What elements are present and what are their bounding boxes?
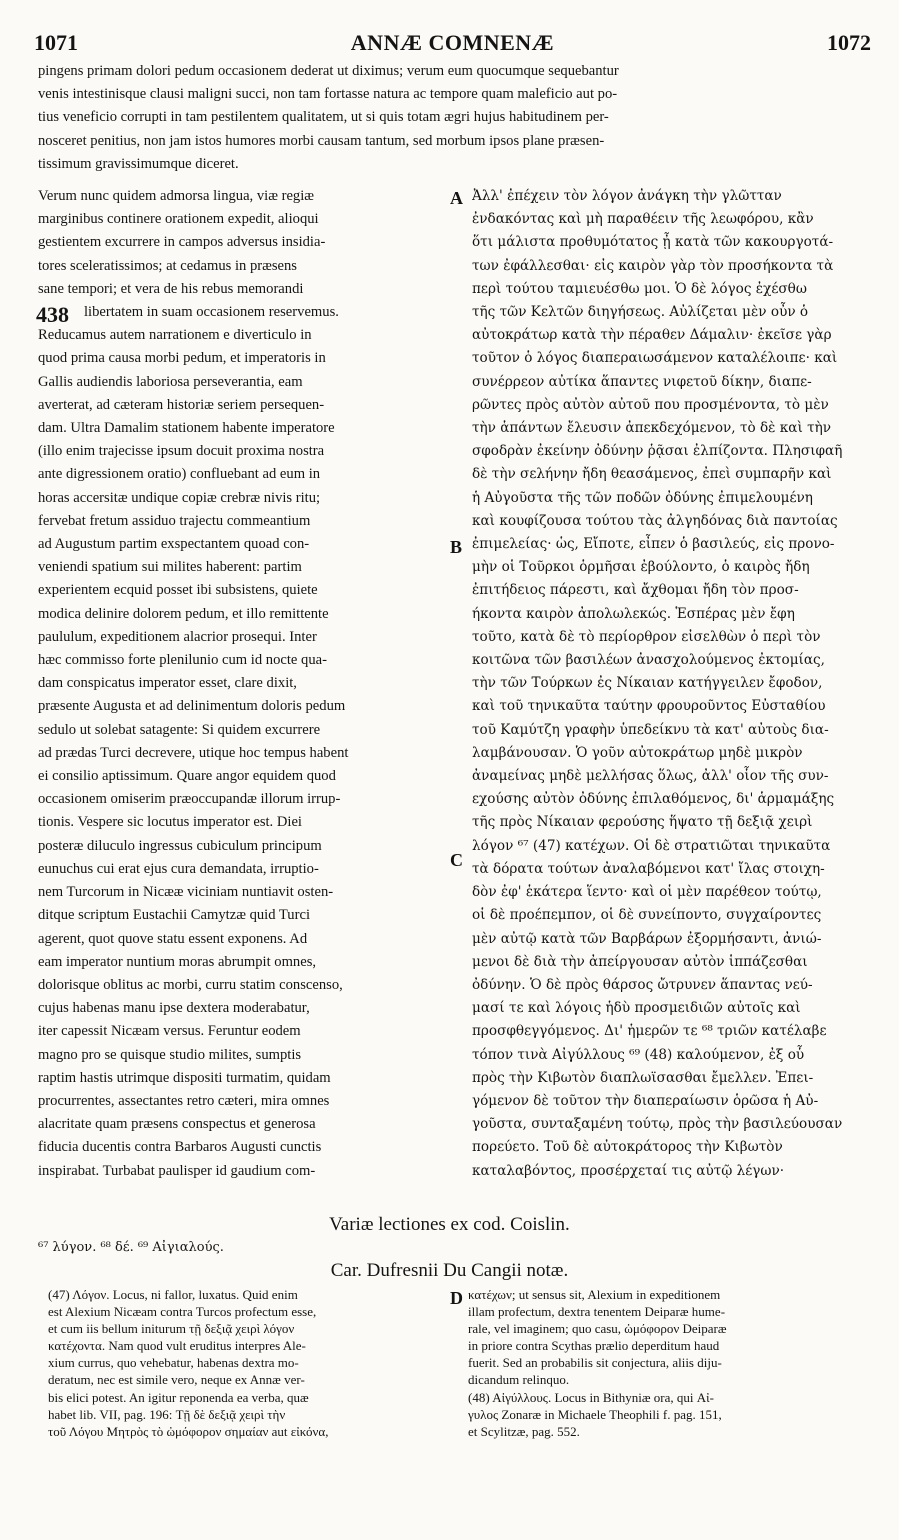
- text-line: πορεύετο. Τοῦ δὲ αὐτοκράτορος τὴν Κιβωτὸν: [472, 1139, 783, 1156]
- text-line: sane tempori; et vera de his rebus memorandi: [38, 280, 304, 297]
- text-line: dam conspicatus imperator esset, clare dixit,: [38, 675, 297, 692]
- text-line: καταλαβόντος, προσέρχεταί τις αὐτῷ λέγων·: [472, 1162, 785, 1179]
- margin-letter-b: B: [450, 537, 463, 557]
- text-line: ἡ Αὐγοῦστα τῆς τῶν ποδῶν ὀδύνης ἐπιμελουμένη: [472, 489, 813, 506]
- text-line: λόγον ⁶⁷ (47) κατέχων. Οἱ δὲ στρατιῶται τηνικαῦτα: [472, 837, 831, 854]
- text-line: fuerit. Sed an probabilis sit conjectura, aliis diju-: [468, 1355, 722, 1371]
- text-line: sedulo ut solebat satagente: Si quidem excurrere: [38, 721, 321, 738]
- text-line: nem Turcorum in Nicææ viciniam nuntiavit osten-: [38, 884, 334, 901]
- text-line: σφοδρὰν ἐκείνην ὀδύνην ῥᾷσαι ἐλπίζοντα. Πλησιφαῆ: [472, 443, 843, 460]
- text-line: τοῦ Λόγου Μητρὸς τὸ ὠμόφορον σημαίαν aut εἰκόνα,: [48, 1423, 329, 1439]
- text-line: συνέρρεον αὐτίκα ἅπαντες νιφετοῦ δίκην, διαπε-: [472, 373, 812, 390]
- intro-paragraph: [38, 60, 874, 178]
- text-line: fiducia ducentis contra Barbaros Augusti cunctis: [38, 1139, 322, 1156]
- text-line: venis intestinisque clausi maligni succi, non tam fortasse natura ac tempore quam maleficio aut po-: [38, 86, 618, 103]
- text-line: οἱ δὲ προέπεμπον, οἱ δὲ συνείποντο, συγχαίροντες: [472, 907, 822, 924]
- text-line: κοιτῶνα τῶν βασιλέων ἀνασχολούμενος ἐκτομίας,: [472, 652, 825, 669]
- greek-column: [472, 185, 876, 1210]
- page-number-left: 1071: [34, 30, 78, 55]
- text-line: tius veneficio corrupti in tam pestilentem qualitatem, ut si quis totam ægri hujus habitudinem per-: [38, 109, 609, 126]
- text-line: raptim hastis utrimque dispositi turmatim, quidam: [38, 1069, 331, 1086]
- text-line: ἀναμείνας μηδὲ μελλήσας ὅλως, ἀλλ' οἷον τῆς συν-: [472, 768, 829, 785]
- text-line: tissimum gravissimumque diceret.: [38, 155, 239, 172]
- text-line: (47) Λόγον. Locus, ni fallor, luxatus. Quid enim: [48, 1287, 298, 1302]
- notes-left-column: [48, 1286, 440, 1496]
- text-line: in priore contra Scythas prælio deperditum haud: [468, 1338, 720, 1354]
- text-line: bis elici potest. An igitur reponenda ea verba, quæ: [48, 1389, 309, 1405]
- text-line: μὴν οἱ Τοῦρκοι ὁρμῆσαι ἐβούλοντο, ὁ καιρὸς ἤδη: [472, 559, 810, 576]
- text-line: fervebat fretum assiduo trajectu commeantium: [38, 512, 311, 529]
- text-line: καὶ τοῦ τηνικαῦτα ταύτην φρουροῦντος Εὐσταθίου: [472, 698, 826, 715]
- margin-letter-d: D: [450, 1288, 463, 1308]
- text-line: occasionem omiserim præoccupandæ illorum irrup-: [38, 791, 341, 808]
- text-line: τῆς πρὸς Νίκαιαν φερούσης ἥψατο τῇ δεξιᾷ χειρὶ: [472, 814, 813, 831]
- text-line: ἐπιτήδειος πάρεστι, καὶ ἄχθομαι ἤδη τὸν προσ-: [472, 582, 799, 599]
- text-line: est Alexium Nicæam contra Turcos profectum esse,: [48, 1304, 317, 1320]
- text-line: ad prædas Turci decrevere, utique hoc tempus habent: [38, 744, 349, 761]
- text-line: rale, vel imaginem; quo casu, ὠμόφορον Deiparæ: [468, 1321, 727, 1337]
- text-line: tionis. Vespere sic locutus imperator est. Diei: [38, 814, 302, 831]
- text-line: δὸν ἐφ' ἑκάτερα ἵεντο· καὶ οἱ μὲν παρέθεον τούτῳ,: [472, 884, 822, 901]
- variae-lectiones-title: Variæ lectiones ex cod. Coislin.: [329, 1214, 570, 1235]
- text-line: dicandum relinquo.: [468, 1372, 570, 1388]
- text-line: προσφθεγγόμενος. Δι' ἡμερῶν τε ⁶⁸ τριῶν κατέλαβε: [472, 1023, 827, 1040]
- text-line: deratum, nec est simile vero, neque ex Annæ ver-: [48, 1372, 305, 1388]
- text-line: xium currus, quo vehebatur, habenas dextra mo-: [48, 1355, 299, 1371]
- text-line: Reducamus autem narrationem e diverticulo in: [38, 327, 312, 344]
- text-line: τῆς τῶν Κελτῶν διηγήσεως. Αὐλίζεται μὲν οὖν ὁ: [472, 304, 809, 321]
- text-line: modica delinire dolorem pedum, et illo remittente: [38, 605, 329, 622]
- text-line: δὲ τὴν σελήνην ἤδη θεασάμενος, ἐπεὶ συμπαρῆν καὶ: [472, 466, 832, 483]
- page-header: [34, 30, 871, 56]
- margin-letter-c: C: [450, 850, 463, 870]
- section-number: 438: [36, 302, 69, 327]
- text-line: λαμβάνουσαν. Ὁ γοῦν αὐτοκράτωρ μηδὲ μικρὸν: [472, 744, 803, 761]
- text-line: τὴν τῶν Τούρκων ἐς Νίκαιαν κατήγγειλεν ἔφοδον,: [472, 675, 823, 692]
- text-line: præsente Augusta et ad delinimentum doloris pedum: [38, 698, 346, 715]
- text-line: τοῦ Καμύτζη γραφὴν ὑπεδείκνυ τὰ κατ' αὐτοὺς δια-: [472, 721, 829, 738]
- text-line: veniendi spatium sui milites haberent: partim: [38, 559, 302, 576]
- text-line: μασί τε καὶ λόγοις ἡδὺ προσμειδιῶν αὐτοῖς καὶ: [472, 1000, 801, 1017]
- text-line: tores sceleratissimos; at cedamus in præsens: [38, 257, 297, 274]
- text-line: iter capessit Nicæam versus. Feruntur eodem: [38, 1023, 301, 1040]
- text-line: et Scylitzæ, pag. 552.: [468, 1423, 580, 1439]
- text-line: pingens primam dolori pedum occasionem dederat ut diximus; verum eum quocumque sequebantur: [38, 63, 619, 79]
- text-line: κατέχων; ut sensus sit, Alexium in expeditionem: [468, 1287, 721, 1302]
- text-line: γόμενον δὲ τοῦτον τὴν διαπεραίωσιν ὁρῶσα ἡ Αὐ-: [472, 1092, 819, 1109]
- text-line: Gallis audiendis laboriosa perseverantia, eam: [38, 373, 303, 390]
- text-line: των ἐφάλλεσθαι· εἰς καιρὸν γὰρ τὸν προσήκοντα τὰ: [472, 257, 834, 274]
- text-line: μὲν αὐτῷ κατὰ τῶν Βαρβάρων ἐξορμήσαντι, ἀνιώ-: [472, 930, 822, 947]
- text-line: magno pro se quisque studio milites, sumptis: [38, 1046, 302, 1063]
- text-line: Ἀλλ' ἐπέχειν τὸν λόγον ἀνάγκη τὴν γλῶτταν: [472, 188, 782, 204]
- text-line: γοῦστα, συνταξαμένη τούτῳ, πρὸς τὴν βασιλεύουσαν: [472, 1116, 843, 1133]
- text-line: cujus habenas manu ipse dextera moderabatur,: [38, 1000, 310, 1017]
- text-line: alacritate quam præsens conspectus et generosa: [38, 1116, 316, 1133]
- text-line: ρῶντες πρὸς αὐτὸν αὐτοῦ που προσμένοντα, τὸ μὲν: [472, 396, 829, 413]
- text-line: αὐτοκράτωρ κατὰ τὴν πέραθεν Δάμαλιν· ἐκεῖσε γὰρ: [472, 327, 832, 344]
- text-line: experientem ecquid posset ibi subsistens, quiete: [38, 582, 318, 599]
- text-line: quod prima causa morbi pedum, et imperatoris in: [38, 350, 326, 367]
- text-line: Verum nunc quidem admorsa lingua, viæ regiæ: [38, 188, 315, 204]
- text-line: τοῦτο, κατὰ δὲ τὸ περίορθρον εἰσελθὼν ὁ περὶ τὸν: [472, 628, 821, 645]
- text-line: καὶ κουφίζουσα τούτου τὰς ἀλγηδόνας διὰ παντοίας: [472, 512, 838, 529]
- notes-right-column: [468, 1286, 872, 1496]
- text-line: τοῦτον ὁ λόγος διαπεραιωσάμενον καταλέλοιπε· καὶ: [472, 350, 838, 367]
- text-line: κατέχοντα. Nam quod vult eruditus interpres Ale-: [48, 1338, 306, 1354]
- text-line: περὶ τούτου ταμιευέσθω μοι. Ὁ δὲ λόγος ἐχέσθω: [472, 280, 807, 297]
- text-line: marginibus continere orationem expedit, alioqui: [38, 211, 319, 228]
- text-line: ὅτι μάλιστα προθυμότατος ᾖ κατὰ τῶν κακουργοτά-: [472, 234, 834, 251]
- text-line: ὀδύνην. Ὁ δὲ πρὸς θάρσος ὤτρυνεν ἅπαντας νεύ-: [472, 976, 813, 993]
- text-line: τόπον τινὰ Αἰγύλλους ⁶⁹ (48) καλούμενον, ἐξ οὗ: [472, 1046, 805, 1063]
- text-line: inspirabat. Turbabat paulisper id gaudium com-: [38, 1162, 316, 1179]
- text-line: averterat, ad cæteram historiæ seriem persequen-: [38, 396, 325, 413]
- text-line: dam. Ultra Damalim stationem habente imperatore: [38, 420, 335, 437]
- variae-lectiones: ⁶⁷ λύγον. ⁶⁸ δέ. ⁶⁹ Αἰγιαλούς.: [38, 1240, 224, 1255]
- text-line: τὰ δόρατα τούτων ἀναλαβόμενοι κατ' ἴλας στοιχη-: [472, 860, 825, 877]
- text-line: ήκοντα καιρὸν ἀπολωλεκώς. Ἑσπέρας μὲν ἔφη: [472, 605, 795, 622]
- text-line: illam profectum, dextra tenentem Deiparæ hume-: [468, 1304, 726, 1320]
- text-line: procurrentes, assectantes retro cæteri, mira omnes: [38, 1092, 330, 1109]
- text-line: nosceret penitius, non jam istos humores morbi causam tantum, sed morbum ipsos plane præsen-: [38, 132, 605, 149]
- text-line: paululum, expeditionem alacrior prosequi. Inter: [38, 628, 317, 645]
- text-line: ditque scriptum Eustachii Camytzæ quid Turci: [38, 907, 310, 924]
- latin-column: [38, 185, 442, 1210]
- text-line: hæc commisso forte plenilunio cum id nocte qua-: [38, 652, 327, 669]
- notes-title: Car. Dufresnii Du Cangii notæ.: [330, 1260, 569, 1281]
- text-line: et cum iis bellum initurum τῇ δεξιᾷ χειρὶ λόγον: [48, 1321, 295, 1337]
- text-line: ἐπιμελείας· ὡς, Εἴποτε, εἶπεν ὁ βασιλεύς, εἰς προνο-: [472, 536, 835, 553]
- text-line: γυλος Zonaræ in Michaele Theophili f. pag. 151,: [468, 1406, 722, 1422]
- text-line: habet lib. VII, pag. 196: Τῇ δὲ δεξιᾷ χειρὶ τὴν: [48, 1406, 286, 1422]
- text-line: ante digressionem oratio) confluebant ad eum in: [38, 466, 321, 483]
- text-line: libertatem in suam occasionem reservemus.: [84, 304, 339, 321]
- text-line: (illo enim trajecisse ipsum docuit proxima nostra: [38, 443, 325, 460]
- text-line: gestientem excurrere in campos adversus insidia-: [38, 234, 326, 251]
- margin-letter-a: A: [450, 188, 463, 208]
- text-line: dolorisque oblitus ac morbi, curru statim conscenso,: [38, 976, 343, 993]
- text-line: ad Augustum partim exspectantem quoad con-: [38, 536, 310, 553]
- text-line: agerent, quot quove statu essent exponens. Ad: [38, 930, 308, 947]
- text-line: eam imperator nuntium moras abrumpit omnes,: [38, 953, 317, 970]
- text-line: τὴν ἁπάντων ἔλευσιν ἀπεκδεχόμενον, τὸ δὲ καὶ τὴν: [472, 420, 832, 437]
- text-line: eunuchus cui erat ejus cura demandata, irruptio-: [38, 860, 319, 877]
- text-line: posteræ diluculo ingressus cubiculum principum: [38, 837, 322, 854]
- text-line: ei consilio aptissimum. Quare angor equidem quod: [38, 768, 336, 785]
- text-line: πρὸς τὴν Κιβωτὸν διαπλωϊσασθαι ἔμελλεν. Ἐπει-: [472, 1069, 814, 1086]
- page-number-right: 1072: [827, 30, 871, 55]
- text-line: εχούσης αὐτὸν ὀδύνης ἐπιλαθόμενος, δι' ἁρμαμάξης: [472, 791, 835, 808]
- text-line: horas accersitæ undique copiæ crebræ nivis ritu;: [38, 489, 321, 506]
- text-line: (48) Αἰγύλλους. Locus in Bithyniæ ora, qui Αἰ-: [468, 1389, 714, 1405]
- text-line: μενοι δὲ διὰ τὴν ἀπείργουσαν αὐτὸν ἱππάζεσθαι: [472, 953, 808, 970]
- running-title: ANNÆ COMNENÆ: [350, 30, 555, 55]
- text-line: ἐνδακόντας καὶ μὴ παραθέειν τῆς λεωφόρου, κἂν: [472, 211, 814, 228]
